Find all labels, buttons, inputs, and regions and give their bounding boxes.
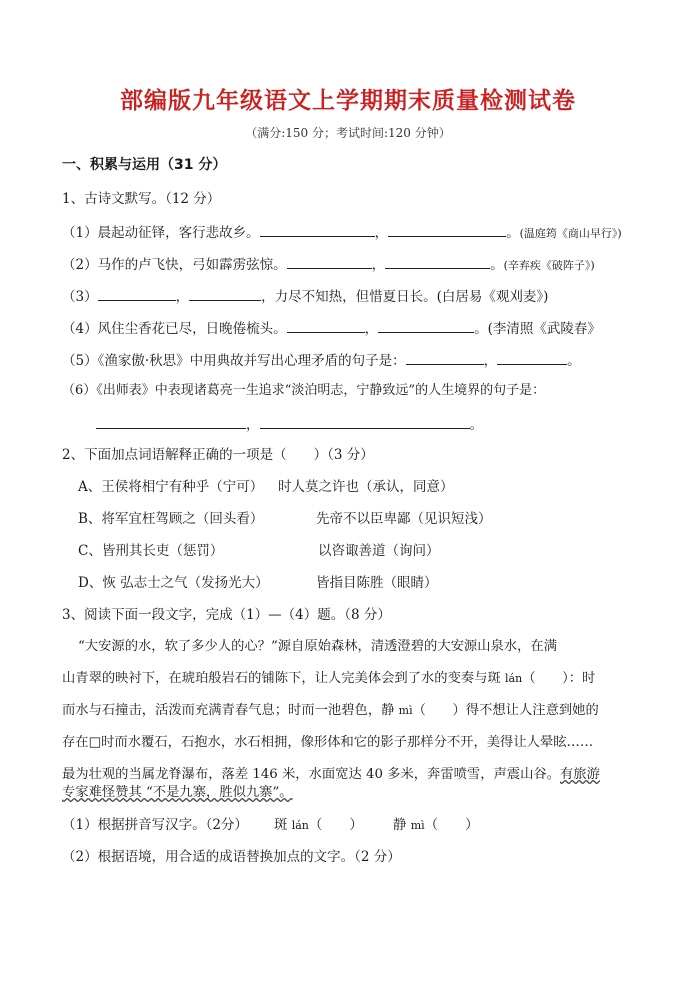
q3-subquestion-1 <box>62 815 479 835</box>
item-number: （5） <box>62 353 98 369</box>
punct: ， <box>246 417 260 433</box>
answer-blank[interactable] <box>378 317 474 333</box>
answer-blank[interactable] <box>287 317 365 333</box>
answer-blank[interactable] <box>260 413 470 429</box>
passage-text: 最为壮观的当属龙脊瀑布，落差 146 米，水面宽达 40 多米，奔雷喷雪，声震山谷。 <box>62 767 561 782</box>
answer-blank[interactable] <box>96 413 246 429</box>
answer-blank[interactable] <box>497 349 567 365</box>
item-number: （6） <box>62 383 97 398</box>
punct: 。 <box>474 321 488 337</box>
passage-line-2 <box>62 669 595 689</box>
punct: 。 <box>469 417 483 433</box>
passage-text: 山青翠的映衬下，在琥珀般岩石的铺陈下，让人完美体会到了水的变奏与斑 <box>62 671 506 686</box>
section-heading: 一、积累与运用（31 分） <box>62 157 227 173</box>
answer-blank[interactable] <box>287 253 372 269</box>
item-text: 马作的卢飞快，弓如霹雳弦惊。 <box>97 257 287 273</box>
underlined-sentence: 有旅游 <box>560 767 600 782</box>
answer-blank[interactable] <box>98 285 176 301</box>
passage-text: （ ）：时 <box>522 671 596 686</box>
q3-subquestion-2: （2）根据语境，用合适的成语替换加点的文字。（2 分） <box>62 849 401 865</box>
source-note: (白居易《观刈麦》) <box>436 289 549 305</box>
option-c-1[interactable]: C、皆刑其长吏（惩罚） <box>78 543 224 559</box>
punct: ， <box>483 353 498 369</box>
item-text: 晨起动征铎，客行悲故乡。 <box>97 225 260 241</box>
subquestion-text: 静 <box>392 817 407 833</box>
page-title: 部编版九年级语文上学期期末质量检测试卷 <box>120 88 576 114</box>
answer-blank[interactable] <box>189 285 261 301</box>
punct: ， <box>374 225 389 241</box>
punct: ， <box>371 257 386 273</box>
option-d-2: 皆指目陈胜（眼睛） <box>316 575 438 591</box>
item-number: （1） <box>62 225 98 241</box>
answer-blank[interactable] <box>385 253 490 269</box>
q1-item-6-blanks <box>96 413 483 433</box>
q1-item-4 <box>62 317 601 337</box>
item-text: 力尽不知热，但惜夏日长。 <box>274 289 437 305</box>
option-c-2: 以咨诹善道（询问） <box>318 543 440 559</box>
pinyin: mì <box>410 819 425 832</box>
item-text: 风住尘香花已尽，日晚倦梳头。 <box>97 321 287 337</box>
passage-text: （ ）得不想让人注意到她的 <box>412 703 599 718</box>
pinyin: mì <box>398 704 413 717</box>
item-number: （2） <box>62 257 98 273</box>
subquestion-text: 斑 <box>273 817 288 833</box>
q1-item-3 <box>62 285 548 305</box>
passage-line-6 <box>62 783 293 803</box>
q1-item-5 <box>62 349 581 369</box>
answer-blank[interactable] <box>406 349 484 365</box>
passage-line-1: “大安源的水，软了多少人的心？”源自原始森林，清透澄碧的大安源山泉水，在满 <box>78 639 557 654</box>
source-note: (辛弃疾《破阵子》) <box>503 259 595 272</box>
passage-line-4: 存在□时而水覆石，石抱水，水石相拥，像形体和它的影子那样分不开，美得让人晕眩…… <box>62 735 594 750</box>
option-d-1[interactable]: D、恢 弘志士之气（发扬光大） <box>78 575 269 591</box>
option-b-2: 先帝不以臣卑鄙（见识短浅） <box>316 511 492 527</box>
punct: ， <box>364 321 379 337</box>
pinyin: lán <box>291 819 309 832</box>
source-note: (李清照《武陵春》 <box>487 321 601 337</box>
punct: ， <box>175 289 190 305</box>
q1-item-6 <box>62 381 545 401</box>
punct: 。 <box>490 257 504 273</box>
punct: 。 <box>567 353 581 369</box>
answer-blank[interactable] <box>260 221 375 237</box>
option-a-2: 时人莫之许也（承认，同意） <box>278 479 454 495</box>
option-b-1[interactable]: B、将军宜枉驾顾之（回头看） <box>78 511 264 527</box>
underlined-sentence: 专家难怪赞其 “不是九寨，胜似九寨”。 <box>62 785 293 800</box>
question-2-stem: 2、下面加点词语解释正确的一项是（ ）（3 分） <box>62 447 374 463</box>
passage-line-3 <box>62 701 599 721</box>
exam-info: （满分:150 分；考试时间:120 分钟） <box>245 126 451 140</box>
item-number: （4） <box>62 321 98 337</box>
question-1-stem: 1、古诗文默写。（12 分） <box>62 191 221 207</box>
answer-paren[interactable]: （ ） <box>424 817 479 833</box>
subquestion-text: （1）根据拼音写汉字。（2分） <box>62 817 248 833</box>
answer-blank[interactable] <box>388 221 506 237</box>
source-note: (温庭筠《商山早行》) <box>519 227 622 240</box>
question-3-stem: 3、阅读下面一段文字，完成（1）—（4）题。（8 分） <box>62 607 391 623</box>
punct: 。 <box>506 225 520 241</box>
passage-text: 而水与石撞击，活泼而充满青春气息；时而一池碧色，静 <box>62 703 399 718</box>
item-text: 《出师表》中表现诸葛亮一生追求“淡泊明志，宁静致远”的人生境界的句子是： <box>96 383 546 398</box>
answer-paren[interactable]: （ ） <box>308 817 363 833</box>
q1-item-2 <box>62 253 595 273</box>
punct: ， <box>261 289 275 305</box>
pinyin: lán <box>505 672 523 685</box>
item-text: 《渔家傲·秋思》中用典故并写出心理矛盾的句子是： <box>97 353 406 369</box>
q1-item-1 <box>62 221 622 241</box>
option-a-1[interactable]: A、王侯将相宁有种乎（宁可） <box>78 479 264 495</box>
item-number: （3） <box>62 289 98 305</box>
passage-line-5 <box>62 765 600 785</box>
